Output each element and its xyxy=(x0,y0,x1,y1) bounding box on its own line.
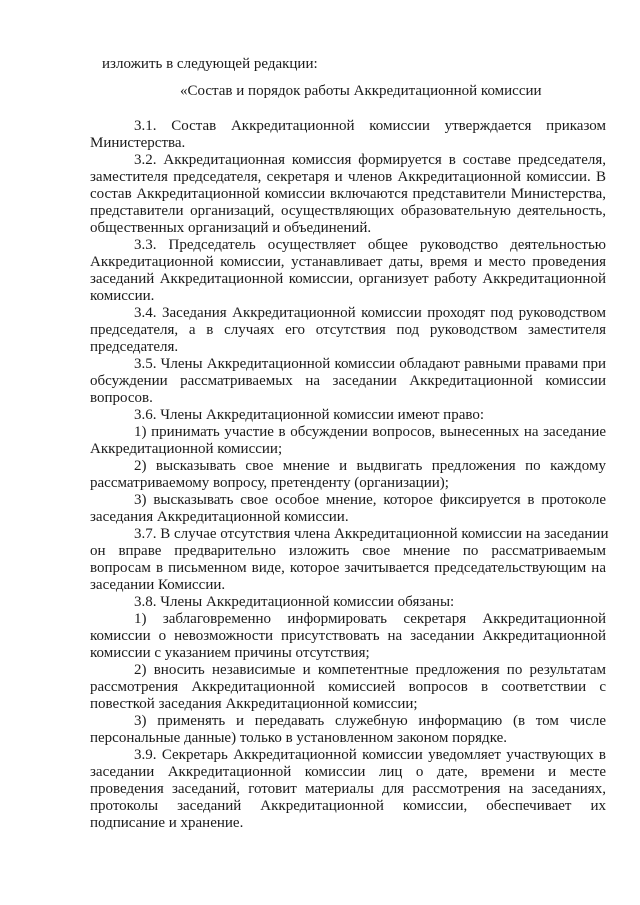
text-line: он вправе предварительно изложить свое мнение по рассматриваемым xyxy=(90,543,606,559)
text-line: 3) применять и передавать служебную информацию (в том числе xyxy=(134,713,606,729)
text-line: общественных организаций и объединений. xyxy=(90,220,372,236)
text-line: Министерства. xyxy=(90,135,186,151)
text-line: 1) заблаговременно информировать секретаря Аккредитационной xyxy=(134,611,606,627)
text-line: комиссии о невозможности присутствовать на заседании Аккредитационной xyxy=(90,628,606,644)
text-line: 1) принимать участие в обсуждении вопросов, вынесенных на заседание xyxy=(134,424,606,440)
text-line: рассмотрения Аккредитационной комиссией вопросов в соответствии с xyxy=(90,679,606,695)
text-line: 2) высказывать свое мнение и выдвигать предложения по каждому xyxy=(134,458,606,474)
text-line: 3) высказывать свое особое мнение, которое фиксируется в протоколе xyxy=(134,492,606,508)
text-line: обсуждении рассматриваемых на заседании Аккредитационной комиссии xyxy=(90,373,606,389)
text-line: состав Аккредитационной комиссии включаются представители Министерства, xyxy=(90,186,606,202)
text-line: 3.3. Председатель осуществляет общее руководство деятельностью xyxy=(134,237,606,253)
text-line: 3.2. Аккредитационная комиссия формируется в составе председателя, xyxy=(134,152,606,168)
text-line: заседаний Аккредитационной комиссии, организует работу Аккредитационной xyxy=(90,271,606,287)
text-line: 3.8. Члены Аккредитационной комиссии обязаны: xyxy=(134,594,455,610)
text-line: «Состав и порядок работы Аккредитационной комиссии xyxy=(180,83,542,99)
text-line: проведения заседаний, готовит материалы для рассмотрения на заседаниях, xyxy=(90,781,606,797)
text-line: 3.7. В случае отсутствия члена Аккредитационной комиссии на заседании xyxy=(134,526,609,542)
text-line: вопросов. xyxy=(90,390,153,406)
text-line: комиссии. xyxy=(90,288,155,304)
text-line: 3.1. Состав Аккредитационной комиссии утверждается приказом xyxy=(134,118,606,134)
text-line: 3.9. Секретарь Аккредитационной комиссии уведомляет участвующих в xyxy=(134,747,606,763)
text-line: повесткой заседания Аккредитационной комиссии; xyxy=(90,696,418,712)
text-line: заседании Комиссии. xyxy=(90,577,226,593)
text-line: протоколы заседаний Аккредитационной комиссии, обеспечивает их xyxy=(90,798,606,814)
text-line: 3.5. Члены Аккредитационной комиссии обладают равными правами при xyxy=(134,356,606,372)
text-line: подписание и хранение. xyxy=(90,815,244,831)
text-line: 3.4. Заседания Аккредитационной комиссии проходят под руководством xyxy=(134,305,606,321)
text-line: заседании Аккредитационной комиссии лиц о дате, времени и месте xyxy=(90,764,606,780)
text-line: изложить в следующей редакции: xyxy=(102,56,318,72)
text-line: заместителя председателя, секретаря и членов Аккредитационной комиссии. В xyxy=(90,169,606,185)
text-line: Аккредитационной комиссии, устанавливает даты, время и место проведения xyxy=(90,254,606,270)
text-line: персональные данные) только в установленном законом порядке. xyxy=(90,730,508,746)
text-line: 2) вносить независимые и компетентные предложения по результатам xyxy=(134,662,606,678)
text-line: комиссии с указанием причины отсутствия; xyxy=(90,645,370,661)
text-line: заседания Аккредитационной комиссии. xyxy=(90,509,349,525)
text-line: рассматриваемому вопросу, претенденту (организации); xyxy=(90,475,449,491)
text-line: председателя. xyxy=(90,339,179,355)
text-line: 3.6. Члены Аккредитационной комиссии имеют право: xyxy=(134,407,485,423)
text-line: представители организаций, осуществляющих образовательную деятельность, xyxy=(90,203,606,219)
text-line: Аккредитационной комиссии; xyxy=(90,441,283,457)
text-line: вопросам в письменном виде, которое зачитывается председательствующим на xyxy=(90,560,606,576)
text-line: председателя, а в случаях его отсутствия под руководством заместителя xyxy=(90,322,606,338)
